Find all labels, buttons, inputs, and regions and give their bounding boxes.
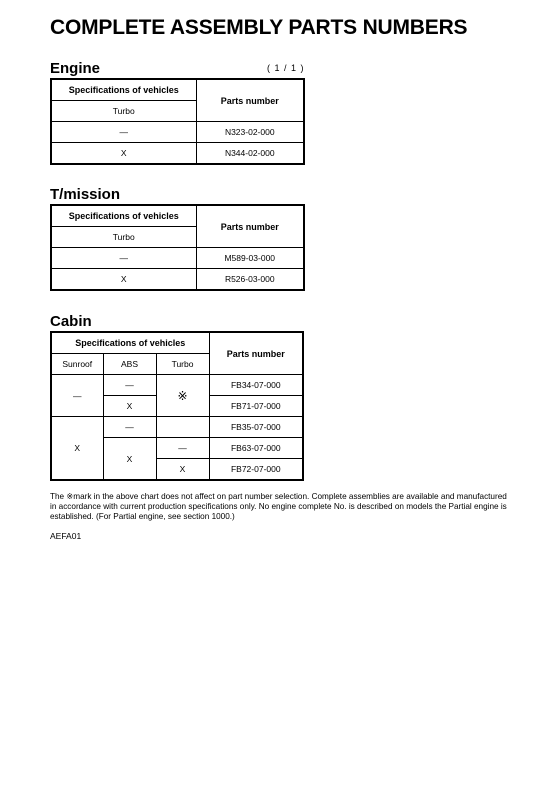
tmission-section-title: T/mission: [50, 186, 121, 203]
table-row: [51, 332, 303, 354]
part-number-cell: FB63-07-000: [209, 438, 303, 459]
table-row: [51, 248, 304, 269]
abs-cell: X: [103, 438, 156, 481]
blank-cell: [156, 417, 209, 438]
table-row: [51, 269, 304, 291]
sunroof-cell: —: [51, 375, 103, 417]
spec-header: Specifications of vehicles: [51, 332, 209, 354]
table-row: [51, 79, 304, 101]
table-row: [51, 205, 304, 227]
part-number-cell: FB72-07-000: [209, 459, 303, 481]
abs-cell: X: [103, 396, 156, 417]
document-code: AEFA01: [50, 531, 82, 541]
sunroof-subheader: Sunroof: [51, 354, 103, 375]
part-number-cell: N323-02-000: [196, 122, 304, 143]
table-row: [51, 143, 304, 165]
table-row: [51, 417, 303, 438]
sunroof-cell: X: [51, 417, 103, 481]
part-number-cell: FB35-07-000: [209, 417, 303, 438]
parts-header: Parts number: [196, 205, 304, 248]
turbo-subheader: Turbo: [51, 101, 196, 122]
part-number-cell: R526-03-000: [196, 269, 304, 291]
spec-header: Specifications of vehicles: [51, 205, 196, 227]
turbo-subheader: Turbo: [51, 227, 196, 248]
engine-section-title: Engine: [50, 60, 101, 77]
turbo-cell: X: [51, 143, 196, 165]
table-row: [51, 375, 303, 396]
table-row: [51, 122, 304, 143]
turbo-cell: —: [156, 438, 209, 459]
abs-subheader: ABS: [103, 354, 156, 375]
footnote: The ※mark in the above chart does not affect on part number selection. Complete assemblies are available and manufactured in accordance with current production specifications only. No engine complete No. is described on models the Partial engine is established. (For Partial engine, see section 1000.): [50, 492, 507, 521]
turbo-cell: X: [51, 269, 196, 291]
turbo-subheader: Turbo: [156, 354, 209, 375]
turbo-cell: —: [51, 122, 196, 143]
turbo-reference-mark-cell: ※: [156, 375, 209, 417]
abs-cell: —: [103, 417, 156, 438]
spec-header: Specifications of vehicles: [51, 79, 196, 101]
turbo-cell: X: [156, 459, 209, 481]
parts-header: Parts number: [209, 332, 303, 375]
part-number-cell: M589-03-000: [196, 248, 304, 269]
turbo-cell: —: [51, 248, 196, 269]
parts-header: Parts number: [196, 79, 304, 122]
part-number-cell: N344-02-000: [196, 143, 304, 165]
cabin-table: [50, 331, 304, 481]
page-title: COMPLETE ASSEMBLY PARTS NUMBERS: [50, 16, 468, 39]
abs-cell: —: [103, 375, 156, 396]
tmission-table: [50, 204, 305, 291]
part-number-cell: FB34-07-000: [209, 375, 303, 396]
page-count: ( 1 / 1 ): [267, 63, 305, 73]
engine-table: [50, 78, 305, 165]
part-number-cell: FB71-07-000: [209, 396, 303, 417]
cabin-section-title: Cabin: [50, 313, 92, 330]
